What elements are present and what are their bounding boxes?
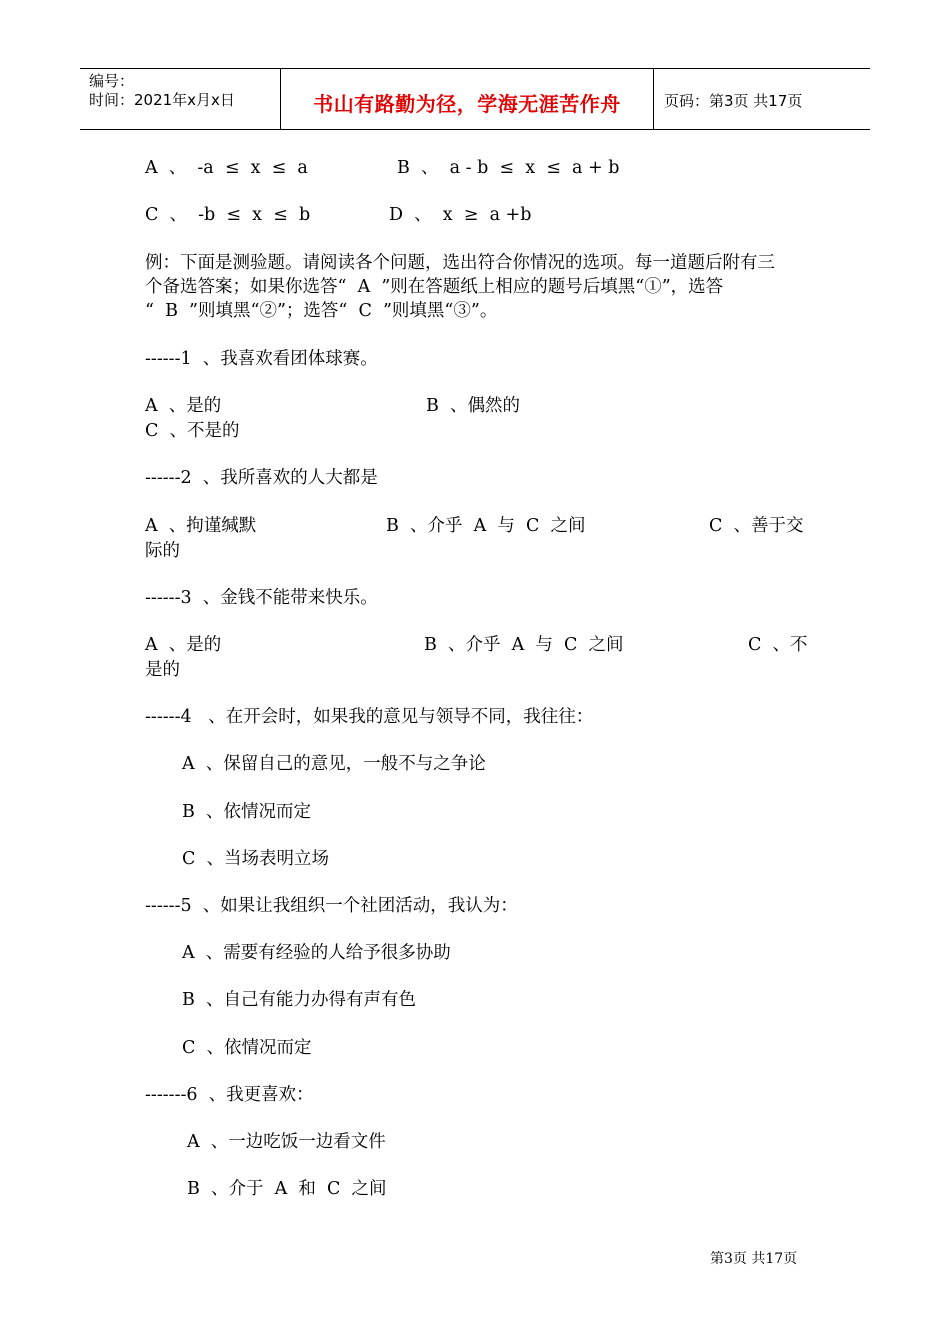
question-2-option-c-cont: 际的	[145, 541, 180, 561]
date-label: 时间：2021年x月x日	[89, 91, 235, 109]
question-1-option-a: A 、是的	[145, 396, 222, 416]
option-b-inequality: B 、 a - b ≤ x ≤ a + b	[397, 158, 620, 178]
question-5-option-a: A 、需要有经验的人给予很多协助	[182, 943, 451, 963]
question-2-option-c: C 、善于交	[709, 516, 804, 536]
option-d-inequality: D 、 x ≥ a +b	[389, 205, 532, 225]
question-4-option-c: C 、当场表明立场	[182, 849, 330, 869]
question-3-option-b: B 、介乎 A 与 C 之间	[424, 635, 624, 655]
question-2-option-a: A 、拘谨缄默	[145, 516, 257, 536]
question-1-option-c: C 、不是的	[145, 421, 240, 441]
page-footer: 第3页 共17页	[710, 1251, 798, 1267]
question-2-option-b: B 、介乎 A 与 C 之间	[386, 516, 586, 536]
question-1: ------1 、我喜欢看团体球赛。	[145, 349, 378, 369]
header-page-label: 页码：第3页 共17页	[664, 92, 803, 110]
question-3-option-a: A 、是的	[145, 635, 222, 655]
question-3-option-c: C 、不	[748, 635, 808, 655]
option-c-inequality: C 、 -b ≤ x ≤ b	[145, 205, 311, 225]
instruction-line-1: 例：下面是测验题。请阅读各个问题，选出符合你情况的选项。每一道题后附有三	[145, 253, 775, 273]
instruction-line-2: 个备选答案；如果你选答“ A ”则在答题纸上相应的题号后填黑“①”，选答	[145, 277, 724, 297]
header-motto: 书山有路勤为径，学海无涯苦作舟	[313, 92, 621, 116]
question-6-option-b: B 、介于 A 和 C 之间	[187, 1179, 387, 1199]
question-4-option-a: A 、保留自己的意见，一般不与之争论	[182, 754, 486, 774]
header-meta-cell	[80, 69, 281, 129]
question-4: ------4 、在开会时，如果我的意见与领导不同，我往往：	[145, 707, 594, 727]
question-5-option-b: B 、自己有能力办得有声有色	[182, 990, 416, 1010]
question-4-option-b: B 、依情况而定	[182, 802, 311, 822]
serial-label: 编号：	[89, 72, 135, 90]
instruction-line-3: “ B ”则填黑“②”；选答“ C ”则填黑“③”。	[145, 301, 498, 321]
question-1-option-b: B 、偶然的	[426, 396, 520, 416]
question-3: ------3 、金钱不能带来快乐。	[145, 588, 378, 608]
page-header	[80, 68, 870, 130]
question-3-option-c-cont: 是的	[145, 660, 180, 680]
question-6: -------6 、我更喜欢：	[145, 1085, 314, 1105]
question-5-option-c: C 、依情况而定	[182, 1038, 312, 1058]
header-page-cell	[654, 69, 870, 129]
question-5: ------5 、如果让我组织一个社团活动，我认为：	[145, 896, 518, 916]
option-a-inequality: A 、 -a ≤ x ≤ a	[145, 158, 308, 178]
question-6-option-a: A 、一边吃饭一边看文件	[187, 1132, 386, 1152]
header-motto-cell	[281, 69, 654, 129]
question-2: ------2 、我所喜欢的人大都是	[145, 468, 378, 488]
